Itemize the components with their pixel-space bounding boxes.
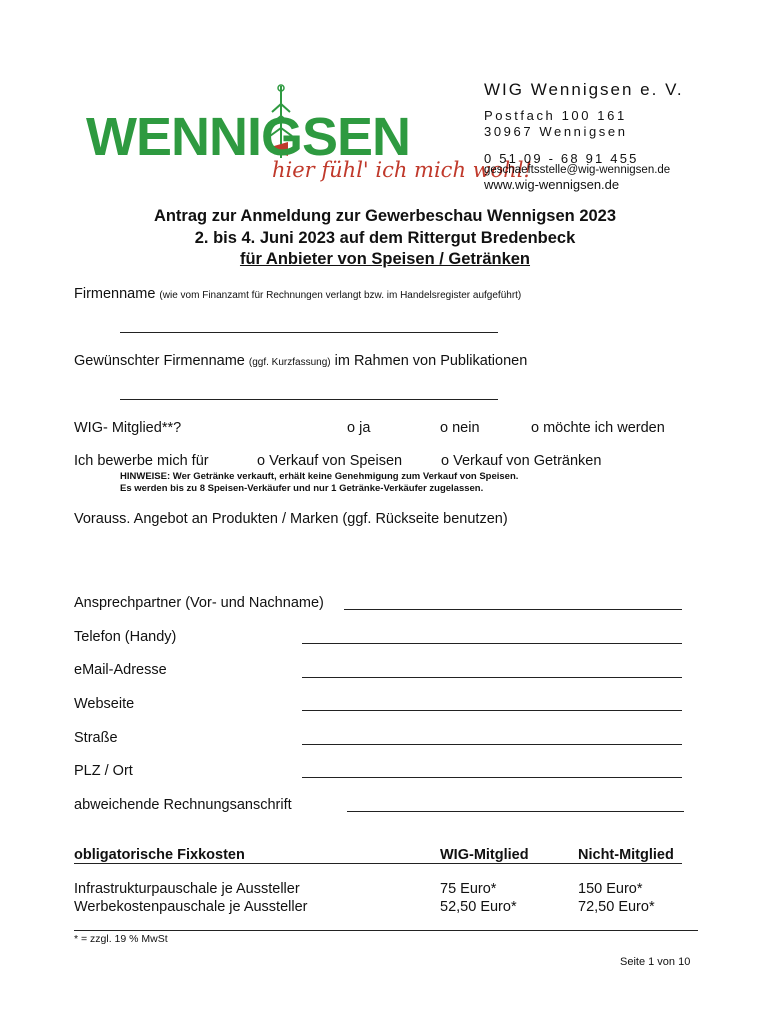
mitglied-option-ja[interactable]: o ja — [347, 420, 371, 436]
footnote: * = zzgl. 19 % MwSt — [74, 933, 168, 945]
footnote-rule — [74, 930, 698, 931]
wunsch-note: (ggf. Kurzfassung) — [248, 357, 331, 368]
fee-member: 75 Euro* — [440, 881, 497, 897]
mitglied-option-werden[interactable]: o möchte ich werden — [531, 420, 665, 436]
rechnung-field[interactable] — [347, 811, 684, 812]
title-line3: für Anbieter von Speisen / Getränken — [239, 250, 531, 268]
logo-slogan: hier fühl' ich mich wohl! — [272, 158, 532, 182]
hint-line2: Es werden bis zu 8 Speisen-Verkäufer und nur 1 Getränke-Verkäufer zugelassen. — [120, 483, 484, 494]
webseite-field[interactable] — [302, 710, 682, 711]
plz-field[interactable] — [302, 777, 682, 778]
fees-header-nonmember: Nicht-Mitglied — [578, 847, 674, 863]
firmenname-note: (wie vom Finanzamt für Rechnungen verlangt bzw. im Handelsregister aufgeführt) — [159, 290, 522, 301]
org-city: 30967 Wennigsen — [484, 124, 628, 139]
ansprech-label: Ansprechpartner (Vor- und Nachname) — [74, 595, 324, 611]
bewerbe-label: Ich bewerbe mich für — [74, 453, 209, 469]
fee-label: Infrastrukturpauschale je Aussteller — [74, 881, 300, 897]
fees-header-rule — [74, 863, 682, 864]
org-web: www.wig-wennigsen.de — [484, 177, 620, 192]
rechnung-label: abweichende Rechnungsanschrift — [74, 797, 292, 813]
title-line2: 2. bis 4. Juni 2023 auf dem Rittergut Bredenbeck — [194, 229, 576, 247]
strasse-field[interactable] — [302, 744, 682, 745]
email-field[interactable] — [302, 677, 682, 678]
plz-label: PLZ / Ort — [74, 763, 133, 779]
mitglied-option-nein[interactable]: o nein — [440, 420, 480, 436]
firmenname-label-text: Firmenname — [74, 286, 156, 302]
mitglied-label: WIG- Mitglied**? — [74, 420, 182, 436]
firmenname-label — [74, 286, 521, 302]
org-phone: 0 51 09 - 68 91 455 — [484, 151, 639, 166]
org-email: geschaeftsstelle@wig-wennigsen.de — [484, 164, 671, 176]
wunsch-label-text: Gewünschter Firmenname — [74, 353, 245, 369]
title-line1: Antrag zur Anmeldung zur Gewerbeschau Wennigsen 2023 — [153, 207, 617, 225]
wunsch-label — [74, 353, 527, 369]
fee-nonmember: 150 Euro* — [578, 881, 643, 897]
fee-label: Werbekostenpauschale je Aussteller — [74, 899, 308, 915]
fees-header-label: obligatorische Fixkosten — [74, 847, 245, 863]
fee-nonmember: 72,50 Euro* — [578, 899, 655, 915]
bewerbe-option-getraenke[interactable]: o Verkauf von Getränken — [441, 453, 602, 469]
strasse-label: Straße — [74, 730, 118, 746]
ansprech-field[interactable] — [344, 609, 682, 610]
wunsch-suffix: im Rahmen von Publikationen — [334, 353, 528, 369]
firmenname-field[interactable] — [120, 332, 498, 333]
fee-member: 52,50 Euro* — [440, 899, 517, 915]
logo-text: WENNIGSEN — [86, 107, 411, 167]
fees-header-member: WIG-Mitglied — [440, 847, 529, 863]
telefon-label: Telefon (Handy) — [74, 629, 177, 645]
angebot-label: Vorauss. Angebot an Produkten / Marken (ggf. Rückseite benutzen) — [74, 511, 508, 527]
page-number: Seite 1 von 10 — [620, 956, 691, 968]
email-label: eMail-Adresse — [74, 662, 167, 678]
hint-line1: HINWEISE: Wer Getränke verkauft, erhält keine Genehmigung zum Verkauf von Speisen. — [120, 471, 519, 482]
wunsch-field[interactable] — [120, 399, 498, 400]
telefon-field[interactable] — [302, 643, 682, 644]
bewerbe-option-speisen[interactable]: o Verkauf von Speisen — [257, 453, 403, 469]
org-postbox: Postfach 100 161 — [484, 108, 627, 123]
webseite-label: Webseite — [74, 696, 135, 712]
org-name: WIG Wennigsen e. V. — [484, 80, 684, 99]
